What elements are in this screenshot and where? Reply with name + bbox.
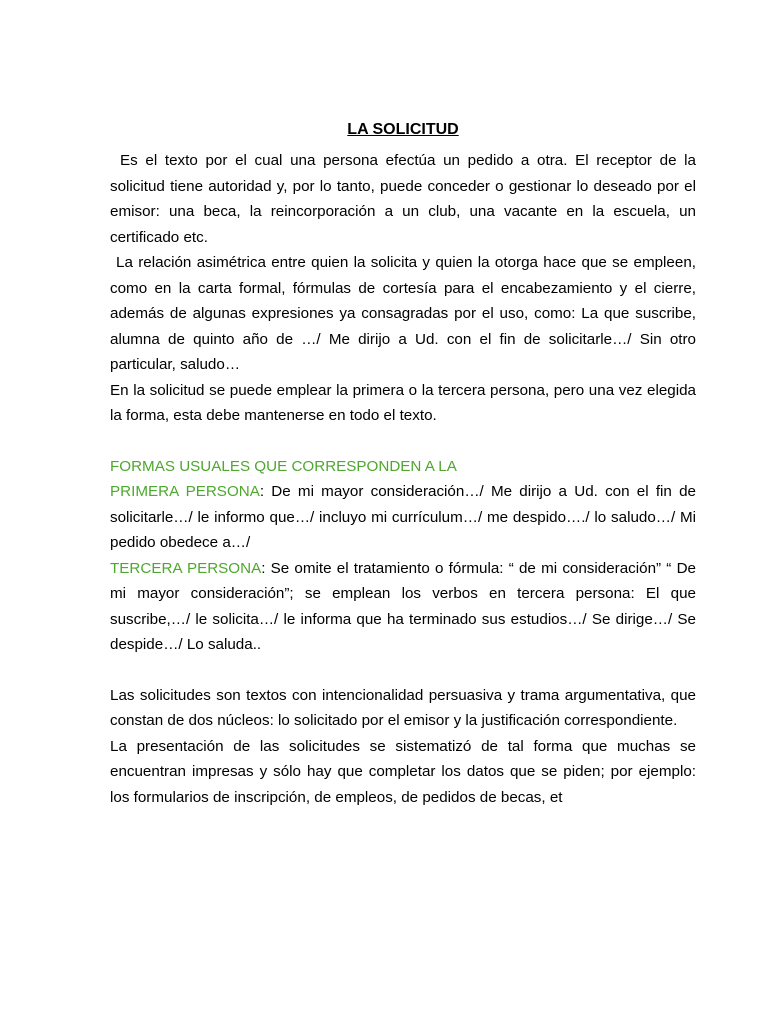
third-person-label: TERCERA PERSONA (110, 559, 262, 577)
first-person-paragraph (110, 479, 696, 556)
closing-paragraph-1: Las solicitudes son textos con intencionalidad persuasiva y trama argumentativa, que constan de dos núcleos: lo solicitado por el emisor y la justificación correspondiente. (110, 686, 696, 729)
first-person-text: : De mi mayor consideración…/ Me dirijo a Ud. con el fin de solicitarle…/ le informo que…/ incluyo mi currículum…/ me despido…./ lo saludo…/ Mi pedido obedece a…/ (110, 483, 696, 551)
intro-paragraph-2: La relación asimétrica entre quien la solicita y quien la otorga hace que se empleen, como en la carta formal, fórmulas de cortesía para el encabezamiento y el cierre, además de algunas expresiones ya consagradas por el uso, como: La que suscribe, alumna de quinto año de …/ Me dirijo a Ud. con el fin de solicitarle…/ Sin otro particular, saludo… (110, 254, 696, 373)
spacer (110, 658, 696, 683)
forms-heading: FORMAS USUALES QUE CORRESPONDEN A LA (110, 457, 457, 475)
document-body (110, 118, 696, 810)
first-person-label: PRIMERA PERSONA (110, 483, 260, 500)
spacer (110, 429, 696, 454)
third-person-text: : Se omite el tratamiento o fórmula: “ de mi consideración” “ De mi mayor consideración”; se emplean los verbos en tercera persona: El que suscribe,…/ le solicita…/ le informa que ha terminado sus estudios…/ Se dirige…/ Se despide…/ Lo saluda.. (110, 559, 696, 653)
closing-paragraph-2: La presentación de las solicitudes se sistematizó de tal forma que muchas se encuentran impresas y sólo hay que completar los datos que se piden; por ejemplo: los formularios de inscripción, de empleos, de pedidos de becas, et (110, 737, 696, 806)
third-person-paragraph (110, 556, 696, 658)
intro-paragraph-3: En la solicitud se puede emplear la primera o la tercera persona, pero una vez elegida la forma, esta debe mantenerse en todo el texto. (110, 381, 696, 424)
intro-paragraph-1: Es el texto por el cual una persona efectúa un pedido a otra. El receptor de la solicitud tiene autoridad y, por lo tanto, puede conceder o gestionar lo deseado por el emisor: una beca, la reincorporación a un club, una vacante en la escuela, un certificado etc. (110, 152, 696, 246)
page-title: LA SOLICITUD (347, 121, 459, 138)
